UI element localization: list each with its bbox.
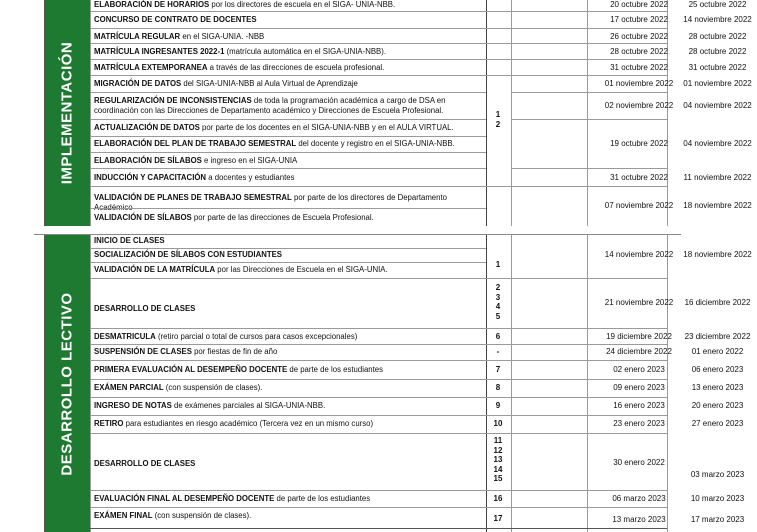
start-date: 09 enero 2023 bbox=[613, 383, 665, 392]
week-number: 9 bbox=[495, 401, 501, 410]
activity-title: MATRÍCULA REGULAR bbox=[94, 32, 181, 41]
activity-detail: e ingreso en el SIGA-UNIA bbox=[201, 156, 298, 165]
end-date: 04 noviembre 2022 bbox=[683, 101, 752, 110]
week-number: 8 bbox=[495, 383, 501, 392]
table-row bbox=[90, 93, 752, 119]
week-number: 16 bbox=[493, 494, 503, 503]
activity-title: DESARROLLO DE CLASES bbox=[94, 304, 196, 313]
activity-cell bbox=[94, 173, 480, 183]
activity-title: REGULARIZACIÓN DE INCONSISTENCIAS bbox=[94, 96, 252, 105]
activity-title: VALIDACIÓN DE SÍLABOS bbox=[94, 213, 192, 222]
activity-detail: en el SIGA-UNIA. -NBB bbox=[180, 32, 265, 41]
activity-cell bbox=[94, 47, 480, 57]
activity-title: DESARROLLO DE CLASES bbox=[94, 459, 196, 468]
start-date: 28 octubre 2022 bbox=[610, 47, 668, 56]
end-date: 31 octubre 2022 bbox=[688, 63, 747, 72]
phase-implementacion bbox=[44, 0, 90, 226]
end-date: 01 noviembre 2022 bbox=[683, 79, 752, 88]
start-date: 02 enero 2023 bbox=[613, 365, 665, 374]
row-divider bbox=[90, 528, 667, 529]
activity-cell bbox=[94, 332, 480, 342]
start-date: 19 octubre 2022 bbox=[610, 139, 668, 148]
activity-title: VALIDACIÓN DE PLANES DE TRABAJO SEMESTRAL bbox=[94, 193, 292, 202]
activity-title: MATRÍCULA INGRESANTES 2022-1 bbox=[94, 47, 225, 56]
activity-detail: por las Direcciones de Escuela en el SIGA-UNIA. bbox=[215, 265, 388, 274]
activity-detail: de parte de los estudiantes bbox=[287, 365, 384, 374]
start-date: 20 octubre 2022 bbox=[610, 0, 668, 9]
activity-title: EXÁMEN FINAL bbox=[94, 511, 153, 520]
table-row bbox=[90, 416, 744, 433]
activity-title: PRIMERA EVALUACIÓN AL DESEMPEÑO DOCENTE bbox=[94, 365, 288, 374]
start-date: 26 octubre 2022 bbox=[610, 32, 668, 41]
end-date: 18 noviembre 2022 bbox=[683, 201, 752, 210]
start-date: 23 enero 2023 bbox=[613, 419, 665, 428]
start-date: 16 enero 2023 bbox=[613, 401, 665, 410]
start-date: 06 marzo 2023 bbox=[612, 494, 666, 503]
activity-cell bbox=[94, 63, 480, 73]
activity-title: ACTUALIZACIÓN DE DATOS bbox=[94, 123, 200, 132]
table-row bbox=[90, 345, 744, 360]
phase-label-implementacion: IMPLEMENTACIÓN bbox=[58, 41, 76, 185]
activity-title: MATRÍCULA EXTEMPORANEA bbox=[94, 63, 208, 72]
activity-detail: (con suspensión de clases). bbox=[163, 383, 263, 392]
activity-title: SOCIALIZACIÓN DE SÍLABOS CON ESTUDIANTES bbox=[94, 250, 283, 259]
activity-detail: del SIGA-UNIA-NBB al Aula Virtual de Aprendizaje bbox=[181, 79, 358, 88]
week-number: 2 3 4 5 bbox=[495, 283, 501, 321]
end-date: 04 noviembre 2022 bbox=[683, 139, 752, 148]
activity-cell bbox=[94, 265, 480, 275]
phase-desarrollo-lectivo bbox=[44, 235, 90, 532]
table-row bbox=[90, 279, 751, 328]
start-date: 31 octubre 2022 bbox=[610, 63, 668, 72]
week-number: 10 bbox=[493, 419, 503, 428]
activity-detail: del docente y registro en el SIGA-UNIA-NBB. bbox=[296, 139, 455, 148]
start-date: 13 marzo 2023 bbox=[612, 515, 666, 524]
table-row bbox=[90, 263, 667, 278]
end-date: 11 noviembre 2022 bbox=[683, 173, 752, 182]
end-date: 23 diciembre 2022 bbox=[684, 332, 751, 341]
week-number: 17 bbox=[493, 514, 503, 523]
table-row bbox=[90, 60, 747, 76]
end-date: 14 noviembre 2022 bbox=[683, 15, 752, 24]
activity-detail: para estudiantes en riesgo académico (Tercera vez en un mismo curso) bbox=[123, 419, 374, 428]
week-number: 7 bbox=[495, 365, 501, 374]
end-date: 13 enero 2023 bbox=[691, 383, 744, 392]
week-number: - bbox=[496, 347, 500, 356]
activity-detail: (con suspensión de clases). bbox=[152, 511, 252, 520]
week-number: 11 12 13 14 15 bbox=[493, 436, 503, 483]
table-row bbox=[90, 29, 747, 44]
activity-detail: por parte de las direcciones de Escuela Profesional. bbox=[191, 213, 374, 222]
activity-detail: de toda la programación académica a cargo de DSA en coordinación con las Direcciones de Departamento académico y Direcciones de Escuela Profesional. bbox=[94, 96, 446, 115]
table-row bbox=[90, 76, 752, 92]
table-row bbox=[90, 380, 744, 397]
activity-cell bbox=[94, 156, 480, 166]
activity-cell bbox=[94, 494, 480, 504]
activity-cell bbox=[94, 459, 480, 469]
start-date: 17 octubre 2022 bbox=[610, 15, 668, 24]
activity-title: INGRESO DE NOTAS bbox=[94, 401, 172, 410]
start-date: 07 noviembre 2022 bbox=[604, 201, 674, 210]
activity-detail: de exámenes parciales al SIGA-UNIA-NBB. bbox=[171, 401, 326, 410]
activity-cell bbox=[94, 250, 480, 260]
activity-cell bbox=[94, 511, 480, 521]
end-date: 03 marzo 2023 bbox=[690, 470, 745, 479]
end-date: 18 noviembre 2022 bbox=[683, 250, 752, 259]
activity-cell bbox=[94, 213, 480, 223]
activity-cell bbox=[94, 365, 480, 375]
start-date: 19 diciembre 2022 bbox=[606, 332, 672, 341]
activity-detail: a docentes y estudiantes bbox=[206, 173, 295, 182]
table-row bbox=[90, 153, 667, 168]
activity-cell bbox=[94, 96, 480, 116]
activity-cell bbox=[94, 0, 480, 10]
end-date: 06 enero 2023 bbox=[691, 365, 744, 374]
table-row bbox=[90, 508, 745, 528]
week-number: 6 bbox=[495, 332, 501, 341]
activity-cell bbox=[94, 401, 480, 411]
activity-title: EVALUACIÓN FINAL AL DESEMPEÑO DOCENTE bbox=[94, 494, 275, 503]
activity-cell bbox=[94, 139, 480, 149]
table-row bbox=[90, 329, 751, 344]
activity-detail: (matrícula automática en el SIGA-UNIA-NBB). bbox=[224, 47, 387, 56]
activity-detail: a través de las direcciones de escuela profesional. bbox=[207, 63, 385, 72]
end-date: 28 octubre 2022 bbox=[688, 32, 747, 41]
activity-detail: por los directores de escuela en el SIGA- UNIA-NBB. bbox=[209, 0, 396, 9]
activity-cell bbox=[94, 15, 480, 25]
end-date: 17 marzo 2023 bbox=[690, 515, 745, 524]
activity-cell bbox=[94, 419, 480, 429]
start-date: 31 octubre 2022 bbox=[610, 173, 668, 182]
activity-detail: por fiestas de fin de año bbox=[191, 347, 278, 356]
week-number: 1 bbox=[495, 260, 501, 269]
activity-detail: (retiro parcial o total de cursos para casos excepcionales) bbox=[155, 332, 358, 341]
activity-cell bbox=[94, 304, 480, 314]
activity-detail: por parte de los directores de Departamento bbox=[293, 193, 447, 202]
activity-title: EXÁMEN PARCIAL bbox=[94, 383, 164, 392]
end-date: 16 diciembre 2022 bbox=[684, 298, 751, 307]
activity-title: ELABORACIÓN DE SÍLABOS bbox=[94, 156, 202, 165]
end-date: 28 octubre 2022 bbox=[688, 47, 747, 56]
activity-detail: por parte de los docentes en el SIGA-UNIA-NBB y en el AULA VIRTUAL. bbox=[199, 123, 454, 132]
activity-cell bbox=[94, 32, 480, 42]
table-row bbox=[90, 249, 667, 262]
end-date: 10 marzo 2023 bbox=[690, 494, 745, 503]
table-row bbox=[90, 398, 744, 415]
table-row bbox=[90, 361, 744, 379]
table-row bbox=[90, 44, 747, 59]
activity-title: DESMATRICULA bbox=[94, 332, 156, 341]
start-date: 02 noviembre 2022 bbox=[604, 101, 674, 110]
week-number: 1 2 bbox=[495, 110, 501, 129]
start-date: 14 noviembre 2022 bbox=[604, 250, 674, 259]
activity-title: INDUCCIÓN Y CAPACITACIÓN bbox=[94, 173, 207, 182]
table-row bbox=[90, 137, 667, 152]
start-date: 24 diciembre 2022 bbox=[606, 347, 672, 356]
start-date: 01 noviembre 2022 bbox=[604, 79, 674, 88]
end-date: 25 octubre 2022 bbox=[688, 0, 747, 9]
activity-cell bbox=[94, 383, 480, 393]
activity-detail: de parte de los estudiantes bbox=[274, 494, 371, 503]
activity-title: ELABORACIÓN DEL PLAN DE TRABAJO SEMESTRAL bbox=[94, 139, 297, 148]
column-divider bbox=[44, 0, 45, 532]
table-row bbox=[90, 209, 667, 226]
phase-label-desarrollo-lectivo: DESARROLLO LECTIVO bbox=[58, 291, 76, 476]
activity-title: MIGRACIÓN DE DATOS bbox=[94, 79, 182, 88]
end-date: 01 enero 2022 bbox=[691, 347, 744, 356]
activity-title: ELABORACIÓN DE HORARIOS bbox=[94, 0, 210, 9]
activity-title: VALIDACIÓN DE LA MATRÍCULA bbox=[94, 265, 216, 274]
start-date: 30 enero 2022 bbox=[613, 458, 665, 467]
activity-title: RETIRO bbox=[94, 419, 124, 428]
table-row bbox=[90, 0, 747, 11]
activity-cell bbox=[94, 79, 480, 89]
activity-title: INICIO DE CLASES bbox=[94, 236, 165, 245]
activity-title: CONCURSO DE CONTRATO DE DOCENTES bbox=[94, 15, 257, 24]
activity-cell bbox=[94, 347, 480, 357]
table-row bbox=[90, 491, 745, 507]
table-row bbox=[90, 169, 752, 186]
start-date: 21 noviembre 2022 bbox=[604, 298, 674, 307]
table-row bbox=[90, 12, 752, 28]
activity-title: SUSPENSIÓN DE CLASES bbox=[94, 347, 192, 356]
end-date: 20 enero 2023 bbox=[691, 401, 744, 410]
table-row bbox=[90, 434, 745, 490]
end-date: 27 enero 2023 bbox=[691, 419, 744, 428]
